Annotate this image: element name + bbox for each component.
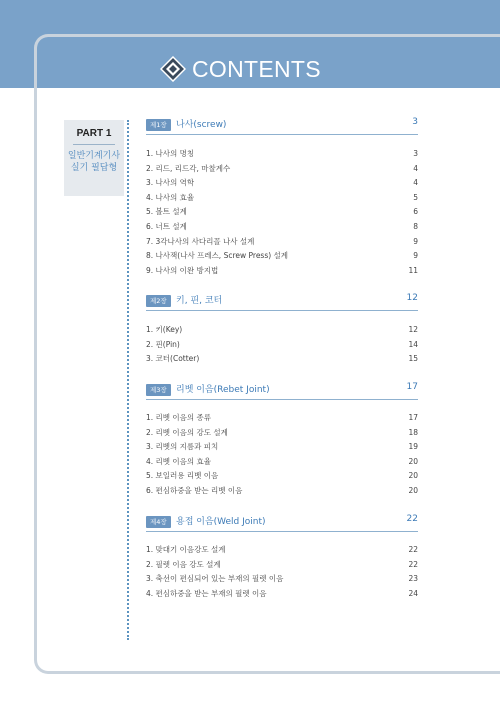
chapter-3	[146, 382, 418, 495]
chapter-title: 키, 핀, 코터	[176, 296, 223, 306]
list-item[interactable]: 3. 나사의 역학 4	[146, 178, 418, 188]
chapter-page: 12	[406, 293, 418, 303]
chapter-badge: 제2장	[146, 295, 171, 307]
chapter-2-items	[146, 323, 418, 367]
list-item[interactable]: 1. 리벳 이음의 종류 17	[146, 413, 418, 422]
list-item[interactable]: 7. 3각나사의 사다리꼴 나사 설계 9	[146, 236, 418, 246]
chapter-3-header[interactable]	[146, 384, 418, 400]
chapter-page: 22	[406, 514, 418, 524]
chapter-1	[146, 117, 418, 275]
list-item[interactable]: 6. 너트 설계 8	[146, 221, 418, 231]
chapter-4	[146, 514, 418, 598]
chapter-4-header[interactable]	[146, 516, 418, 532]
list-item[interactable]: 5. 보일러용 리벳 이음 20	[146, 471, 418, 481]
chapter-4-items	[146, 543, 418, 601]
chapter-3-items	[146, 411, 418, 499]
part-subtitle-line1: 일반기계기사	[67, 151, 121, 161]
chapter-1-header[interactable]	[146, 119, 418, 135]
chapter-title: 나사(screw)	[176, 120, 227, 130]
part-divider	[73, 144, 115, 145]
list-item[interactable]: 4. 리벳 이음의 효율 20	[146, 456, 418, 466]
chapter-badge: 제1장	[146, 119, 171, 131]
list-item[interactable]: 2. 필렛 이음 강도 설계 22	[146, 559, 418, 569]
list-item[interactable]: 9. 나사의 이완 방지법 11	[146, 265, 418, 275]
list-item[interactable]: 1. 키(Key) 12	[146, 325, 418, 334]
chapter-badge: 제4장	[146, 516, 171, 528]
list-item[interactable]: 2. 리드, 리드각, 마찰계수 4	[146, 163, 418, 173]
dotted-divider	[127, 120, 129, 640]
list-item[interactable]: 3. 리벳의 지름과 피치 19	[146, 442, 418, 452]
list-item[interactable]: 3. 코터(Cotter) 15	[146, 354, 418, 364]
list-item[interactable]: 2. 리벳 이음의 강도 설계 18	[146, 427, 418, 437]
list-item[interactable]: 1. 나사의 명칭 3	[146, 149, 418, 158]
book-logo-icon	[160, 56, 186, 82]
part-label: PART 1	[76, 128, 112, 139]
chapter-page: 17	[406, 382, 418, 392]
list-item[interactable]: 4. 편심하중을 받는 부재의 필렛 이음 24	[146, 588, 418, 598]
list-item[interactable]: 1. 맞대기 이음강도 설계 22	[146, 545, 418, 554]
list-item[interactable]: 3. 축선이 편심되어 있는 부재의 필렛 이음 23	[146, 574, 418, 584]
part-box	[64, 120, 124, 196]
chapter-1-items	[146, 147, 418, 278]
chapter-badge: 제3장	[146, 384, 171, 396]
chapter-2-header[interactable]	[146, 295, 418, 311]
list-item[interactable]: 5. 볼트 설계 6	[146, 207, 418, 217]
part-subtitle-line2: 실기 필답형	[70, 163, 118, 173]
chapter-2	[146, 293, 418, 364]
chapter-title: 리벳 이음(Rebet Joint)	[176, 385, 270, 395]
chapter-title: 용접 이음(Weld Joint)	[176, 517, 266, 527]
list-item[interactable]: 6. 편심하중을 받는 리벳 이음 20	[146, 485, 418, 495]
list-item[interactable]: 4. 나사의 효율 5	[146, 192, 418, 202]
chapter-page: 3	[412, 117, 418, 127]
list-item[interactable]: 2. 핀(Pin) 14	[146, 339, 418, 349]
page-title: CONTENTS	[192, 56, 321, 82]
list-item[interactable]: 8. 나사잭(나사 프레스, Screw Press) 설계 9	[146, 251, 418, 261]
